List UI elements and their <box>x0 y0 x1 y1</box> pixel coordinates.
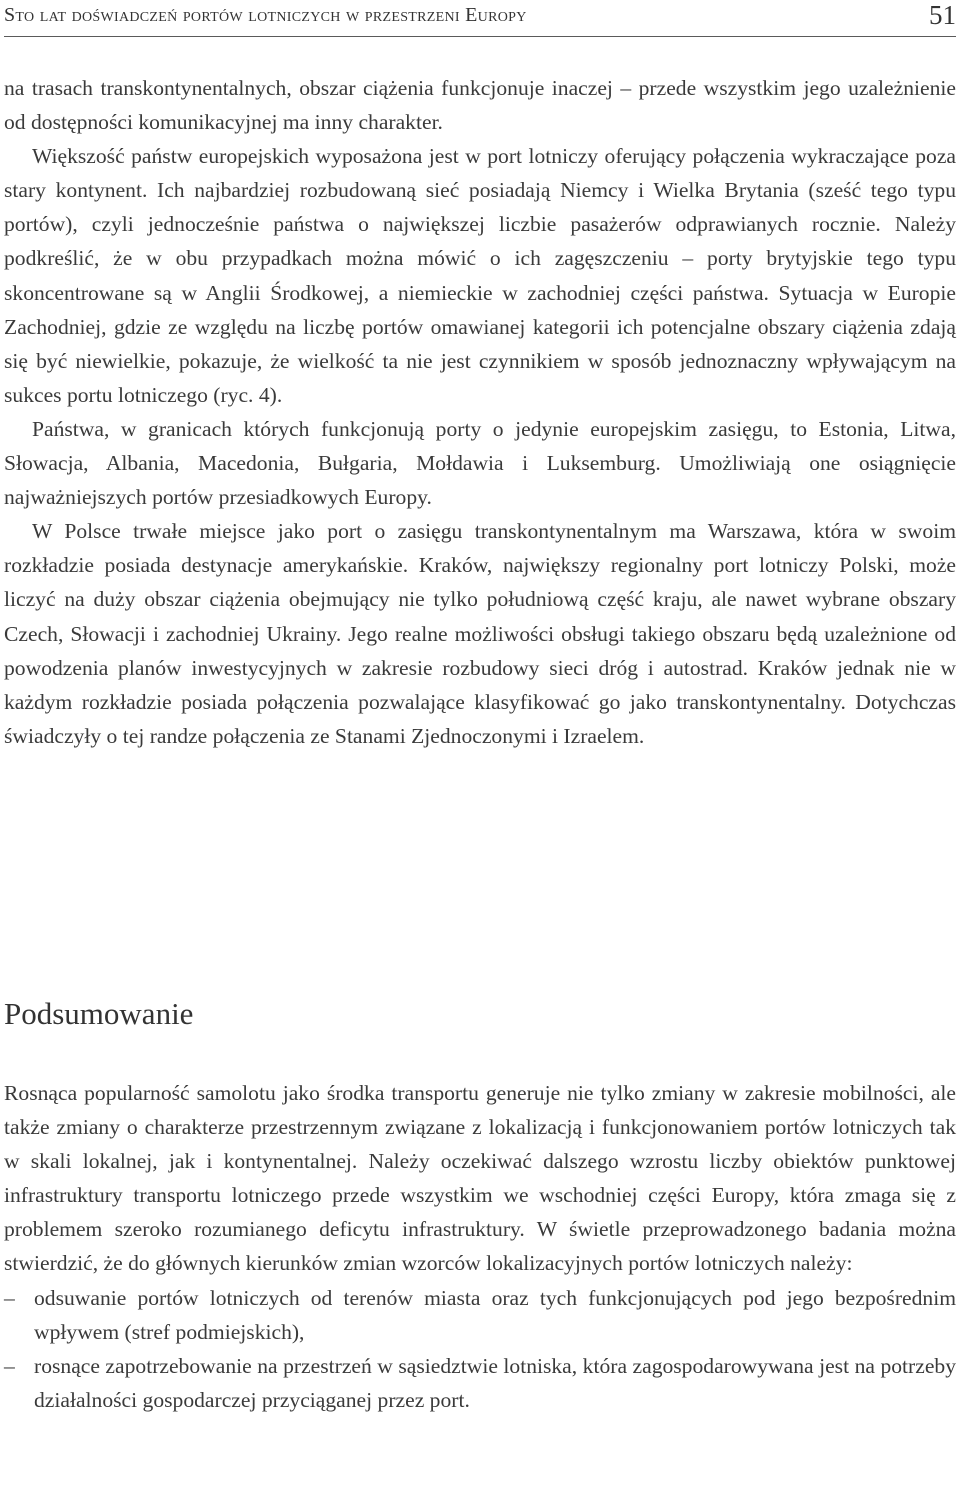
paragraph: W Polsce trwałe miejsce jako port o zasięgu transkontynentalnym ma Warszawa, która w swoim rozkładzie posiada destynacje amerykańskie. Kraków, największy regionalny port lotniczy Polski, może liczyć na duży obszar ciążenia obejmujący nie tylko południową część kraju, ale nawet wybrane obszary Czech, Słowacji i zachodniej Ukrainy. Jego realne możliwości obsługi takiego obszaru będą uzależnione od powodzenia planów inwestycyjnych w zakresie rozbudowy sieci dróg i autostrad. Kraków jednak nie w każdym rozkładzie posiada połączenia pozwalające klasyfikować go jako transkontynentalny. Dotychczas świadczyły o tej randze połączenia ze Stanami Zjednoczonymi i Izraelem. <box>4 519 956 748</box>
list-item <box>4 1281 956 1349</box>
list-item-text: odsuwanie portów lotniczych od terenów miasta oraz tych funkcjonujących pod jego bezpośrednim wpływem (stref podmiejskich), <box>34 1285 956 1344</box>
body-text-top <box>4 71 956 753</box>
body-text-summary <box>4 1076 956 1417</box>
list-dash-marker: – <box>4 1353 15 1378</box>
dash-list <box>4 1281 956 1417</box>
list-item-text: rosnące zapotrzebowanie na przestrzeń w sąsiedztwie lotniska, która zagospodarowywana jest na potrzeby działalności gospodarczej przyciąganej przez port. <box>34 1353 956 1412</box>
list-item <box>4 1349 956 1417</box>
list-dash-marker: – <box>4 1285 15 1310</box>
summary-paragraph: Rosnąca popularność samolotu jako środka transportu generuje nie tylko zmiany w zakresie mobilności, ale także zmiany o charakterze przestrzennym związane z lokalizacją i funkcjonowaniem portów lotniczych tak w skali lokalnej, jak i kontynentalnej. Należy oczekiwać dalszego wzrostu liczby obiektów punktowej infrastruktury transportu lotniczego przede wszystkim we wschodniej części Europy, która zmaga się z problemem szeroko rozumianego deficytu infrastruktury. W świetle przeprowadzonego badania można stwierdzić, że do głównych kierunków zmian wzorców lokalizacyjnych portów lotniczych należy: <box>4 1081 956 1276</box>
section-heading: Podsumowanie <box>4 996 194 1031</box>
paragraph: Państwa, w granicach których funkcjonują porty o jedynie europejskim zasięgu, to Estonia, Litwa, Słowacja, Albania, Macedonia, Bułgaria, Mołdawia i Luksemburg. Umożliwiają one osiągnięcie najważniejszych portów przesiadkowych Europy. <box>4 416 956 510</box>
running-head-title: Sto lat doświadczeń portów lotniczych w przestrzeni Europy <box>4 4 527 26</box>
running-head <box>4 0 956 37</box>
paragraph-continued: na trasach transkontynentalnych, obszar ciążenia funkcjonuje inaczej – przede wszystkim jego uzależnienie od dostępności komunikacyjnej ma inny charakter. <box>4 76 956 135</box>
paragraph: Większość państw europejskich wyposażona jest w port lotniczy oferujący połączenia wykraczające poza stary kontynent. Ich najbardziej rozbudowaną sieć posiadają Niemcy i Wielka Brytania (sześć tego typu portów), czyli jednocześnie państwa o największej liczbie pasażerów odprawianych rocznie. Należy podkreślić, że w obu przypadkach można mówić o ich zagęszczeniu – porty brytyjskie tego typu skoncentrowane są w Anglii Środkowej, a niemieckie w zachodniej części państwa. Sytuacja w Europie Zachodniej, gdzie ze względu na liczbę portów omawianej kategorii ich potencjalne obszary ciążenia zdają się być niewielkie, pokazuje, że wielkość ta nie jest czynnikiem w sposób jednoznaczny wpływającym na sukces portu lotniczego (ryc. 4). <box>4 144 956 407</box>
page-number: 51 <box>929 0 956 30</box>
